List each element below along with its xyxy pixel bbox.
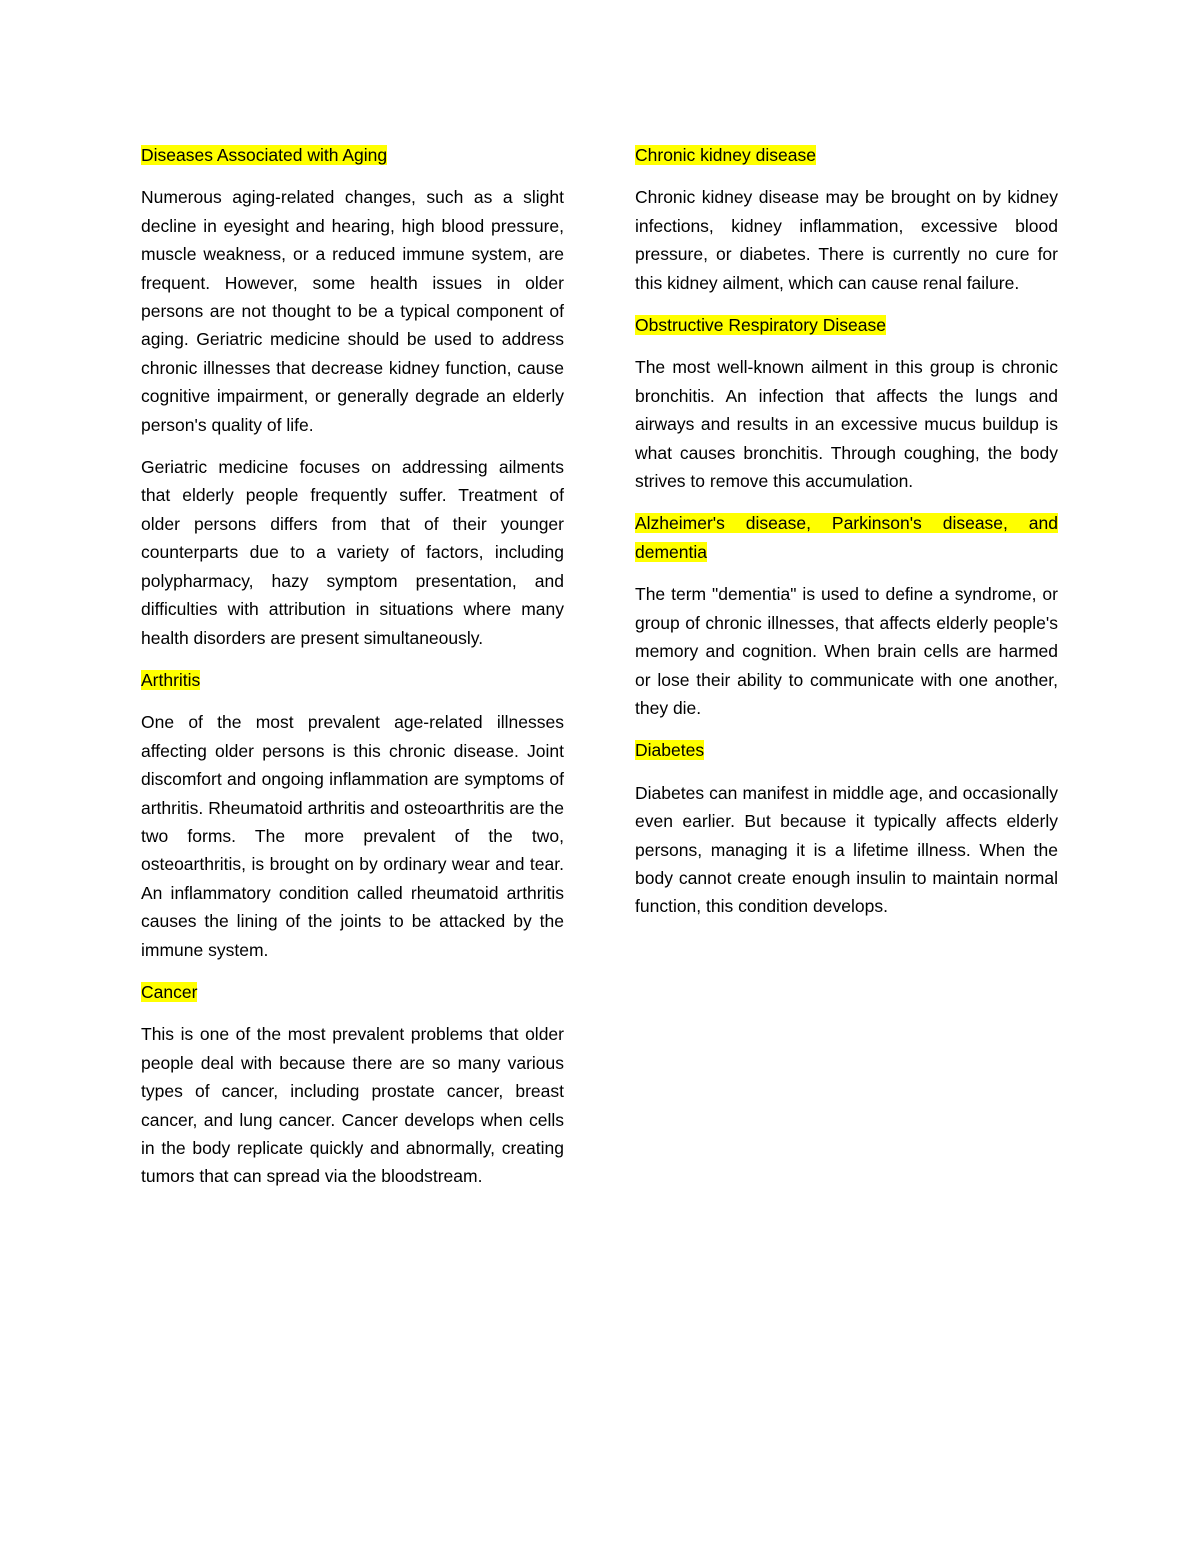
section-heading-cancer: Cancer <box>141 981 198 1002</box>
section-heading-diabetes: Diabetes <box>635 740 705 761</box>
section-heading-kidney: Chronic kidney disease <box>635 145 816 165</box>
paragraph-dementia: The term "dementia" is used to define a syndrome, or group of chronic illnesses, that affects elderly people's memory and cognition. When brain cells are harmed or lose their ability to communicate with one another, they die. <box>635 584 1058 718</box>
paragraph-diabetes: Diabetes can manifest in middle age, and occasionally even earlier. But because it typically affects elderly persons, managing it is a lifetime illness. When the body cannot create enough insulin to maintain normal function, this condition develops. <box>635 782 1058 917</box>
paragraph-cancer: This is one of the most prevalent problems that older people deal with because there are so many various types of cancer, including prostate cancer, breast cancer, and lung cancer. Cancer develops when cells in the body replicate quickly and abnormally, creating tumors that can spread via the bloodstream. <box>141 1024 564 1187</box>
paragraph-aging-2: Geriatric medicine focuses on addressing ailments that elderly people frequently suffer. Treatment of older persons differs from that of their younger counterparts due to a variety of factors, including polypharmacy, hazy symptom presentation, and difficulties with attribution in situations where many health disorders are present simultaneously. <box>141 457 564 648</box>
paragraph-aging-1: Numerous aging-related changes, such as a slight decline in eyesight and hearing, high blood pressure, muscle weakness, or a reduced immune system, are frequent. However, some health issues in older persons are not thought to be a typical component of aging. Geriatric medicine should be used to address chronic illnesses that decrease kidney function, cause cognitive impairment, or generally degrade an elderly person's quality of life. <box>141 187 564 435</box>
right-column <box>635 141 1058 935</box>
section-heading-arthritis: Arthritis <box>141 669 201 690</box>
section-heading-respiratory: Obstructive Respiratory Disease <box>635 315 886 336</box>
paragraph-arthritis: One of the most prevalent age-related illnesses affecting older persons is this chronic disease. Joint discomfort and ongoing inflammation are symptoms of arthritis. Rheumatoid arthritis and osteoarthritis are the two forms. The more prevalent of the two, osteoarthritis, is brought on by ordinary wear and tear. An inflammatory condition called rheumatoid arthritis causes the lining of the joints to be attacked by the immune system. <box>141 712 564 960</box>
paragraph-kidney: Chronic kidney disease may be brought on by kidney infections, kidney inflammation, excessive blood pressure, or diabetes. There is currently no cure for this kidney ailment, which can cause renal failure. <box>635 187 1058 293</box>
section-heading-aging: Diseases Associated with Aging <box>141 145 388 165</box>
paragraph-respiratory: The most well-known ailment in this group is chronic bronchitis. An infection that affects the lungs and airways and results in an excessive mucus buildup is what causes bronchitis. Through coughing, the body strives to remove this accumulation. <box>635 357 1058 492</box>
section-heading-dementia: Alzheimer's disease, Parkinson's disease, and dementia <box>635 513 1058 562</box>
left-column <box>141 141 564 1205</box>
